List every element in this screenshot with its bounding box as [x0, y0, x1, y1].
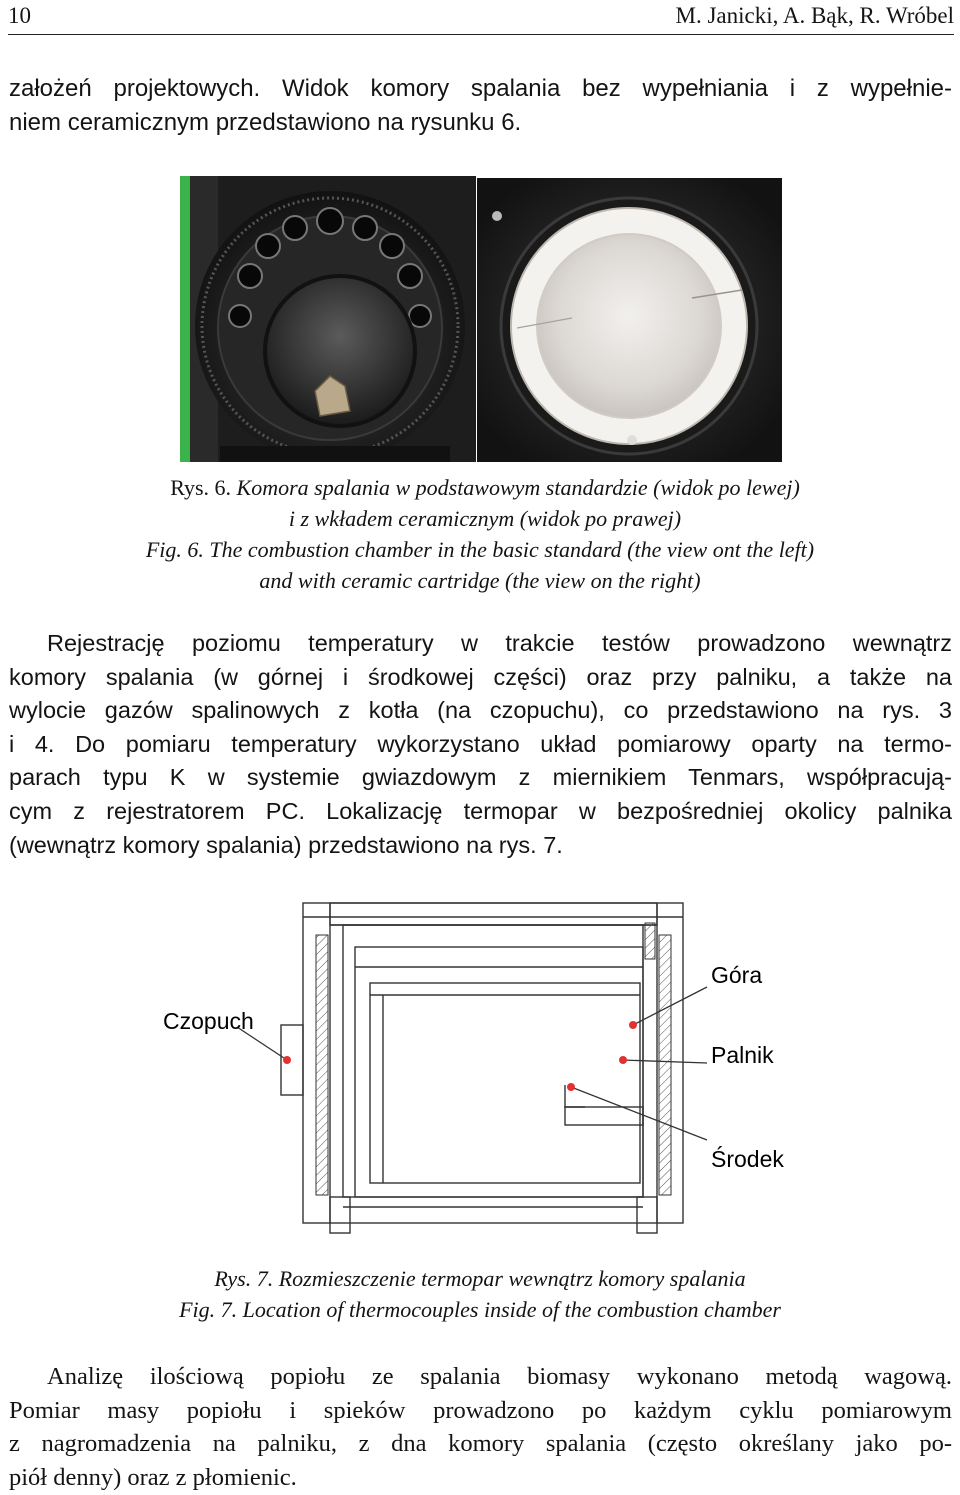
- sensor-gora: [629, 1021, 637, 1029]
- figure6-en-prefix: Fig. 6.: [145, 537, 204, 562]
- intro-paragraph: [9, 72, 952, 139]
- figure7-caption: [0, 1263, 960, 1325]
- body-line-4: i 4. Do pomiaru temperatury wykorzystano układ pomiarowy oparty na termo-: [9, 730, 952, 757]
- figure6-caption: [0, 472, 960, 596]
- body-line-7: (wewnątrz komory spalania) przedstawiono na rys. 7.: [9, 831, 563, 858]
- body-line-6: cym z rejestratorem PC. Lokalizację termopar w bezpośredniej okolicy palnika: [9, 797, 952, 824]
- page-header: [8, 0, 954, 35]
- body-line-2: komory spalania (w górnej i środkowej części) oraz przy palniku, a także na: [9, 663, 952, 690]
- figure6-caption-pl-2: i z wkładem ceramicznym (widok po prawej): [288, 506, 682, 531]
- body-line-3: wylocie gazów spalinowych z kotła (na czopuchu), co przedstawiono na rys. 3: [9, 697, 952, 724]
- figure7-caption-pl: Rys. 7. Rozmieszczenie termopar wewnątrz komory spalania: [214, 1266, 746, 1291]
- final-line-4: piół denny) oraz z płomienic.: [9, 1463, 297, 1491]
- figure7-drawing: [155, 895, 805, 1255]
- sensor-palnik: [619, 1056, 627, 1064]
- running-authors: M. Janicki, A. Bąk, R. Wróbel: [675, 3, 954, 28]
- figure6-right-photo: [477, 178, 782, 462]
- intro-line-1: założeń projektowych. Widok komory spalania bez wypełniania i z wypełnie-: [9, 75, 952, 102]
- page-number: 10: [8, 3, 31, 28]
- final-line-1: Analizę ilościową popiołu ze spalania biomasy wykonano metodą wagową.: [47, 1363, 952, 1390]
- label-srodek: Środek: [711, 1146, 784, 1172]
- final-line-2: Pomiar masy popiołu i spieków prowadzono po każdym cyklu pomiarowym: [9, 1396, 952, 1424]
- figure6-en-line1: The combustion chamber in the basic standard (the view ont the left): [209, 537, 815, 562]
- sensor-srodek: [567, 1083, 575, 1091]
- label-gora: Góra: [711, 962, 763, 988]
- figure6-caption-en-1: [0, 534, 960, 565]
- body-line-1: Rejestrację poziomu temperatury w trakcie testów prowadzono wewnątrz: [47, 630, 952, 656]
- label-palnik: Palnik: [711, 1042, 774, 1068]
- final-line-3: z nagromadzenia na palniku, z dna komory spalania (często określany jako po-: [9, 1430, 952, 1458]
- figure6-left-photo: [180, 176, 476, 462]
- intro-line-2: niem ceramicznym przedstawiono na rysunku 6.: [9, 108, 522, 136]
- figure6-caption-pl-1: [0, 472, 960, 503]
- sensor-czopuch: [283, 1056, 291, 1064]
- figure7-caption-en: Fig. 7. Location of thermocouples inside of the combustion chamber: [179, 1297, 781, 1322]
- body-line-5: parach typu K w systemie gwiazdowym z miernikiem Tenmars, współpracują-: [9, 764, 952, 791]
- figure6-pl-prefix: Rys. 6.: [170, 475, 232, 500]
- body-paragraph: [9, 627, 952, 862]
- label-czopuch: Czopuch: [163, 1008, 254, 1034]
- final-paragraph: [9, 1360, 952, 1494]
- figure6-caption-en-2: and with ceramic cartridge (the view on the right): [259, 568, 701, 593]
- figure6-pl-line1: Komora spalania w podstawowym standardzie (widok po lewej): [236, 475, 800, 500]
- sensor-dots: [283, 1021, 637, 1091]
